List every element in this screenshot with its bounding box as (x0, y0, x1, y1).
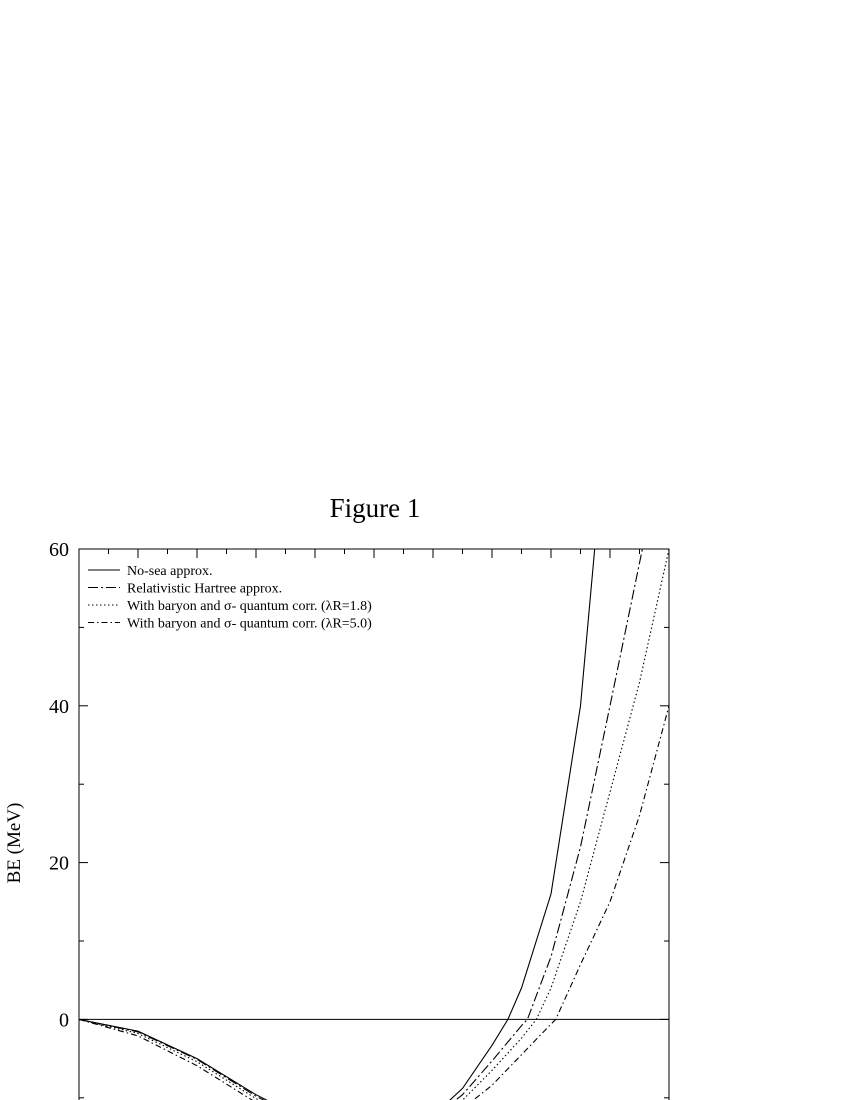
legend-label-2: Relativistic Hartree approx. (127, 581, 283, 597)
series-line-1 (79, 549, 595, 1100)
y-tick-label: 40 (49, 695, 69, 718)
y-tick-label: 20 (49, 852, 69, 875)
y-tick-label: 60 (49, 539, 69, 561)
legend-label-3: With baryon and σ- quantum corr. (λR=1.8) (127, 599, 372, 614)
plot-frame (79, 549, 669, 1100)
y-tick-label: 0 (59, 1009, 69, 1032)
legend-label-1: No-sea approx. (127, 564, 213, 579)
series-line-2 (79, 549, 642, 1100)
y-axis-label: BE (MeV) (4, 802, 25, 884)
series-line-3 (79, 549, 669, 1100)
figure-title: Figure 1 (329, 493, 421, 523)
legend-label-4: With baryon and σ- quantum corr. (λR=5.0) (127, 616, 372, 632)
